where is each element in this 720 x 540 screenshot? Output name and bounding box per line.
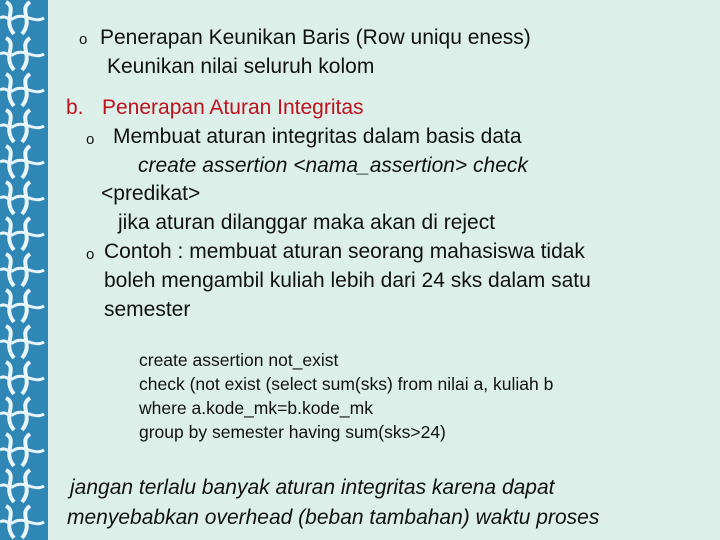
code-line: where a.kode_mk=b.kode_mk <box>139 398 373 418</box>
row-uniqueness-title: Penerapan Keunikan Baris (Row uniqu eness) <box>100 26 531 49</box>
example-line3: semester <box>104 298 191 321</box>
section-b-heading: Penerapan Aturan Integritas <box>102 96 364 119</box>
footer-note-line2: menyebabkan overhead (beban tambahan) waktu proses <box>67 506 600 529</box>
footer-note-line1: jangan terlalu banyak aturan integritas karena dapat <box>70 476 555 499</box>
row-uniqueness-subtitle: Keunikan nilai seluruh kolom <box>107 55 375 78</box>
code-line: create assertion not_exist <box>139 350 339 370</box>
example-line2: boleh mengambil kuliah lebih dari 24 sks dalam satu <box>104 269 591 292</box>
code-line: check (not exist (select sum(sks) from nilai a, kuliah b <box>139 374 554 394</box>
assertion-syntax-line1: create assertion <nama_assertion> check <box>138 154 528 177</box>
bullet-marker: o <box>86 131 95 148</box>
section-b-marker: b. <box>66 96 84 119</box>
bullet-marker: o <box>86 246 95 263</box>
assertion-syntax-line2: <predikat> <box>101 182 201 205</box>
integrity-rule-description: Membuat aturan integritas dalam basis data <box>113 125 522 148</box>
bullet-marker: o <box>79 31 88 48</box>
code-line: group by semester having sum(sks>24) <box>139 422 446 442</box>
example-line1: Contoh : membuat aturan seorang mahasiswa tidak <box>104 240 585 263</box>
reject-note: jika aturan dilanggar maka akan di reject <box>118 211 496 234</box>
